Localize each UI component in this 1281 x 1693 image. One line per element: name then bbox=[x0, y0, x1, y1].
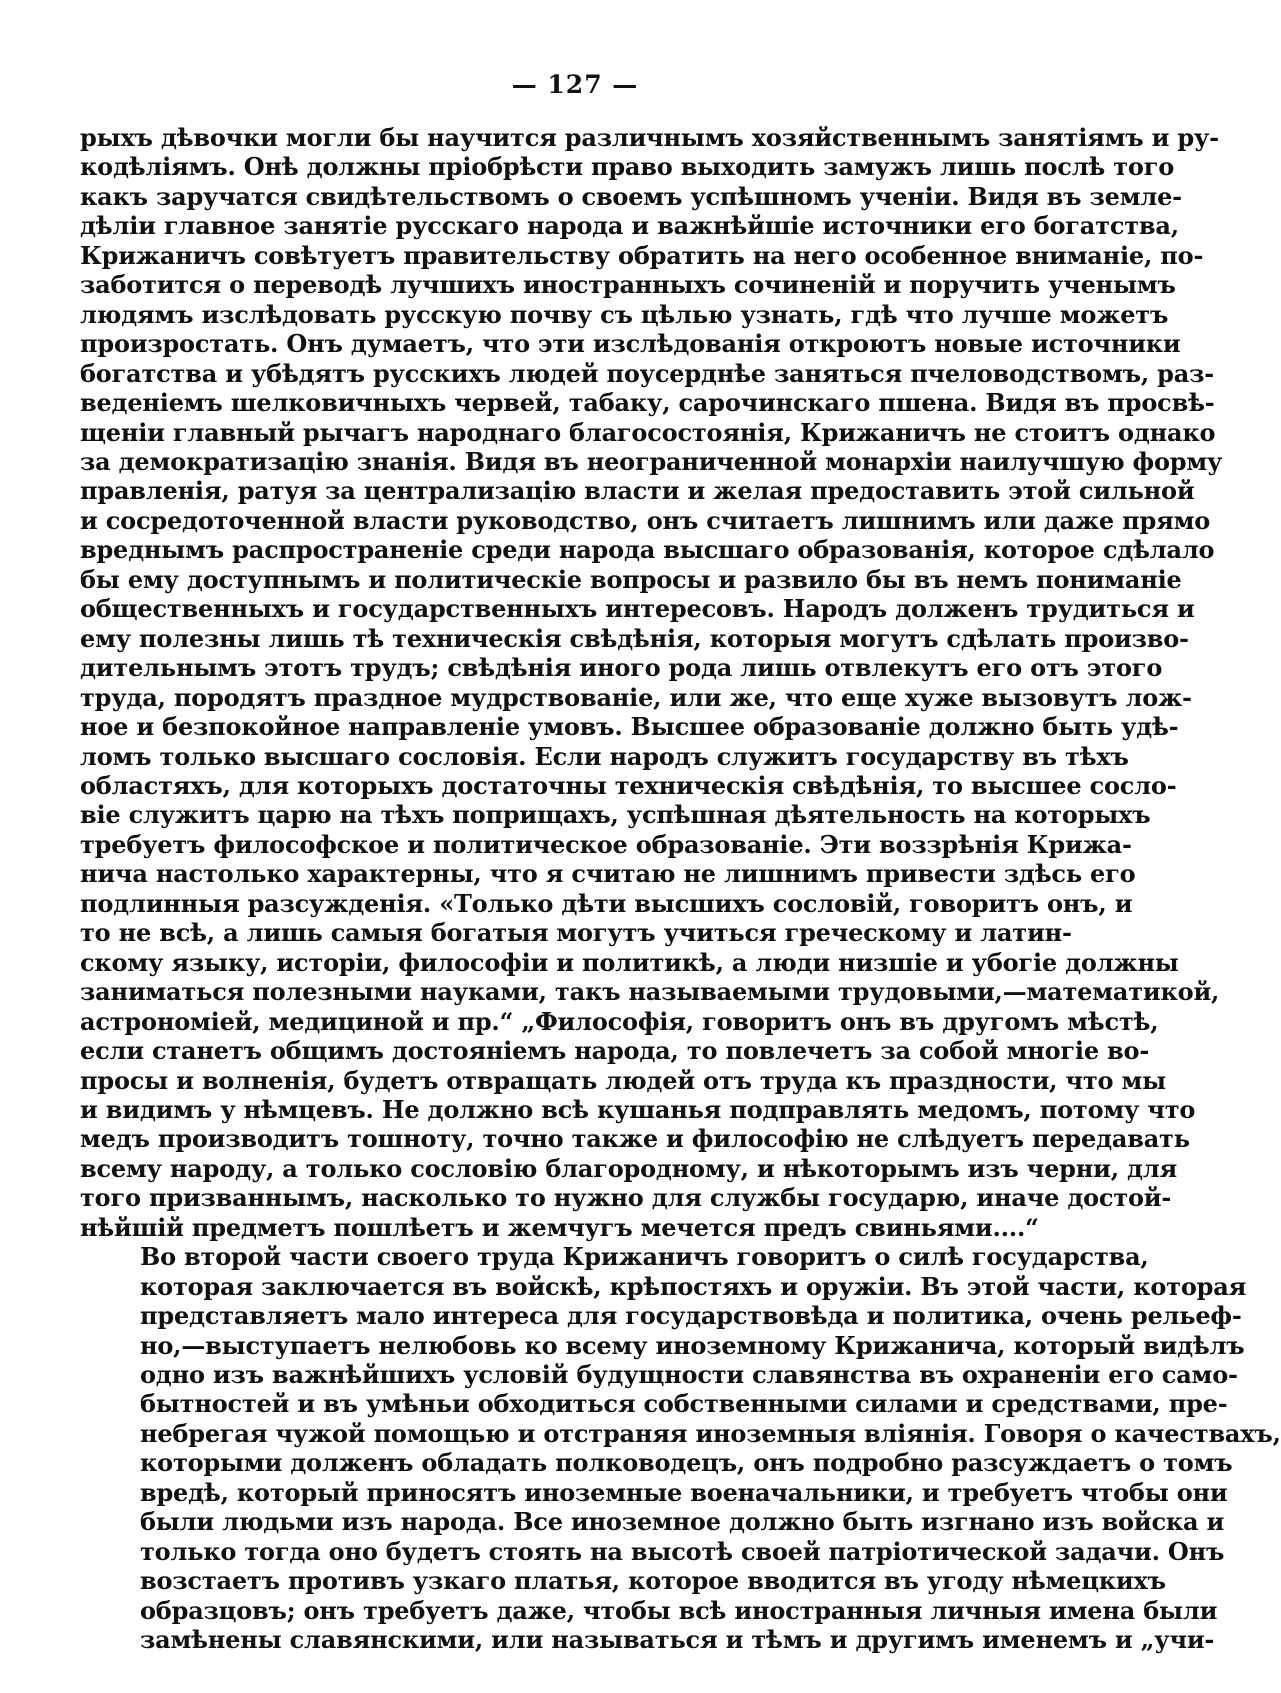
text-line: и сосредоточенной власти руководство, онъ считаетъ лишнимъ или даже прямо bbox=[80, 505, 1211, 535]
body-text bbox=[80, 123, 1281, 1655]
text-line: заниматься полезными науками, такъ называемыми трудовыми,—математикой, bbox=[80, 977, 1220, 1007]
text-line: возстаетъ противъ узкаго платья, которое вводится въ угоду нѣмецкихъ bbox=[140, 1566, 1166, 1596]
text-line: скому языку, исторіи, философіи и политикѣ, а люди низшіе и убогіе должны bbox=[80, 947, 1179, 977]
text-line: дительнымъ этотъ трудъ; свѣдѣнія иного рода лишь отвлекутъ его отъ этого bbox=[80, 653, 1163, 683]
text-line: людямъ изслѣдовать русскую почву съ цѣлью узнать, гдѣ что лучше можетъ bbox=[80, 299, 1169, 329]
text-line: и видимъ у нѣмцевъ. Не должно всѣ кушанья подправлять медомъ, потому что bbox=[80, 1094, 1196, 1124]
text-line: ное и безпокойное направленіе умовъ. Высшее образованіе должно быть удѣ- bbox=[80, 712, 1179, 742]
text-line: всему народу, а только сословію благородному, и нѣкоторымъ изъ черни, для bbox=[80, 1153, 1178, 1183]
text-line: Крижаничъ совѣтуетъ правительству обратить на него особенное вниманіе, по- bbox=[80, 240, 1204, 270]
text-line: произростать. Онъ думаетъ, что эти изслѣдованія откроютъ новые источники bbox=[80, 329, 1181, 359]
text-line: вреднымъ распространеніе среди народа высшаго образованія, которое сдѣлало bbox=[80, 535, 1215, 565]
text-line: если станетъ общимъ достояніемъ народа, то повлечетъ за собой многіе во- bbox=[80, 1036, 1150, 1066]
text-line: ломъ только высшаго сословія. Если народъ служитъ государству въ тѣхъ bbox=[80, 741, 1129, 771]
text-line: замѣнены славянскими, или называться и тѣмъ и другимъ именемъ и „учи- bbox=[140, 1625, 1215, 1655]
text-line: какъ заручатся свидѣтельствомъ о своемъ успѣшномъ ученіи. Видя въ земле- bbox=[80, 181, 1182, 211]
text-line: вредѣ, который приносятъ иноземные военачальники, и требуетъ чтобы они bbox=[140, 1477, 1228, 1507]
text-line: образцовъ; онъ требуетъ даже, чтобы всѣ иностранныя личныя имена были bbox=[140, 1595, 1218, 1625]
text-line: одно изъ важнѣйшихъ условій будущности славянства въ охраненіи его само- bbox=[140, 1360, 1238, 1390]
text-line: богатства и убѣдятъ русскихъ людей поусерднѣе заняться пчеловодствомъ, раз- bbox=[80, 358, 1214, 388]
text-line: небрегая чужой помощью и отстраняя иноземныя вліянія. Говоря о качествахъ, bbox=[140, 1418, 1281, 1448]
text-line: рыхъ дѣвочки могли бы научится различнымъ хозяйственнымъ занятіямъ и ру- bbox=[80, 123, 1219, 152]
text-line: областяхъ, для которыхъ достаточны техническія свѣдѣнія, то высшее сосло- bbox=[80, 770, 1177, 800]
text-line: просы и волненія, будетъ отвращать людей отъ труда къ праздности, что мы bbox=[80, 1065, 1167, 1095]
text-line: дѣліи главное занятіе русскаго народа и важнѣйшіе источники его богатства, bbox=[80, 211, 1179, 241]
text-line: кодѣліямъ. Онѣ должны пріобрѣсти право выходить замужъ лишь послѣ того bbox=[80, 152, 1175, 182]
text-line: ему полезны лишь тѣ техническія свѣдѣнія, которыя могутъ сдѣлать произво- bbox=[80, 623, 1189, 653]
text-line: бытностей и въ умѣньи обходиться собственными силами и средствами, пре- bbox=[140, 1389, 1228, 1419]
text-line: только тогда оно будетъ стоять на высотѣ своей патріотической задачи. Онъ bbox=[140, 1536, 1225, 1566]
text-line: которая заключается въ войскѣ, крѣпостяхъ и оружіи. Въ этой части, которая bbox=[140, 1271, 1247, 1301]
text-line: подлинныя разсужденія. «Только дѣти высшихъ сословій, говоритъ онъ, и bbox=[80, 888, 1133, 918]
text-line: требуетъ философское и политическое образованіе. Эти воззрѣнія Крижа- bbox=[80, 829, 1132, 859]
text-line: но,—выступаетъ нелюбовь ко всему иноземному Крижанича, который видѣлъ bbox=[140, 1330, 1245, 1360]
text-line: представляетъ мало интереса для государствовѣда и политика, очень рельеф- bbox=[140, 1301, 1242, 1331]
text-line: віе служитъ царю на тѣхъ поприщахъ, успѣшная дѣятельность на которыхъ bbox=[80, 800, 1151, 830]
text-line: бы ему доступнымъ и политическіе вопросы и развило бы въ немъ пониманіе bbox=[80, 564, 1182, 594]
text-line: общественныхъ и государственныхъ интересовъ. Народъ долженъ трудиться и bbox=[80, 594, 1195, 624]
text-line: были людьми изъ народа. Все иноземное должно быть изгнано изъ войска и bbox=[140, 1507, 1225, 1537]
text-line: за демократизацію знанія. Видя въ неограниченной монархіи наилучшую форму bbox=[80, 446, 1223, 476]
paragraph-2 bbox=[80, 1242, 1281, 1655]
text-line: правленія, ратуя за централизацію власти и желая предоставить этой сильной bbox=[80, 476, 1195, 506]
text-line: медъ производитъ тошноту, точно также и философію не слѣдуетъ передавать bbox=[80, 1124, 1190, 1154]
text-line: нѣйшій предметъ пошлѣетъ и жемчугъ мечется предъ свиньями....“ bbox=[80, 1212, 1039, 1242]
text-line: заботится о переводѣ лучшихъ иностранныхъ сочиненій и поручить ученымъ bbox=[80, 270, 1176, 300]
text-line: нича настолько характерны, что я считаю не лишнимъ привести здѣсь его bbox=[80, 859, 1136, 889]
text-line: то не всѣ, а лишь самыя богатыя могутъ учиться греческому и латин- bbox=[80, 918, 1072, 948]
text-line: щеніи главный рычагъ народнаго благосостоянія, Крижаничъ не стоитъ однако bbox=[80, 417, 1216, 447]
text-line: веденіемъ шелковичныхъ червей, табаку, сарочинскаго пшена. Видя въ просвѣ- bbox=[80, 388, 1215, 418]
text-line: Во второй части своего труда Крижаничъ говоритъ о силѣ государства, bbox=[140, 1242, 1149, 1272]
text-line: труда, породятъ праздное мудрствованіе, или же, что еще хуже вызовутъ лож- bbox=[80, 682, 1192, 712]
text-line: того призваннымъ, насколько то нужно для службы государю, иначе достой- bbox=[80, 1183, 1172, 1213]
paragraph-1 bbox=[80, 123, 1223, 1242]
text-line: астрономіей, медициной и пр.“ „Философія, говоритъ онъ въ другомъ мѣстѣ, bbox=[80, 1006, 1159, 1036]
page-number: — 127 — bbox=[511, 70, 639, 99]
book-page bbox=[80, 70, 1281, 1655]
text-line: которыми долженъ обладать полководецъ, онъ подробно разсуждаетъ о томъ bbox=[140, 1448, 1233, 1478]
